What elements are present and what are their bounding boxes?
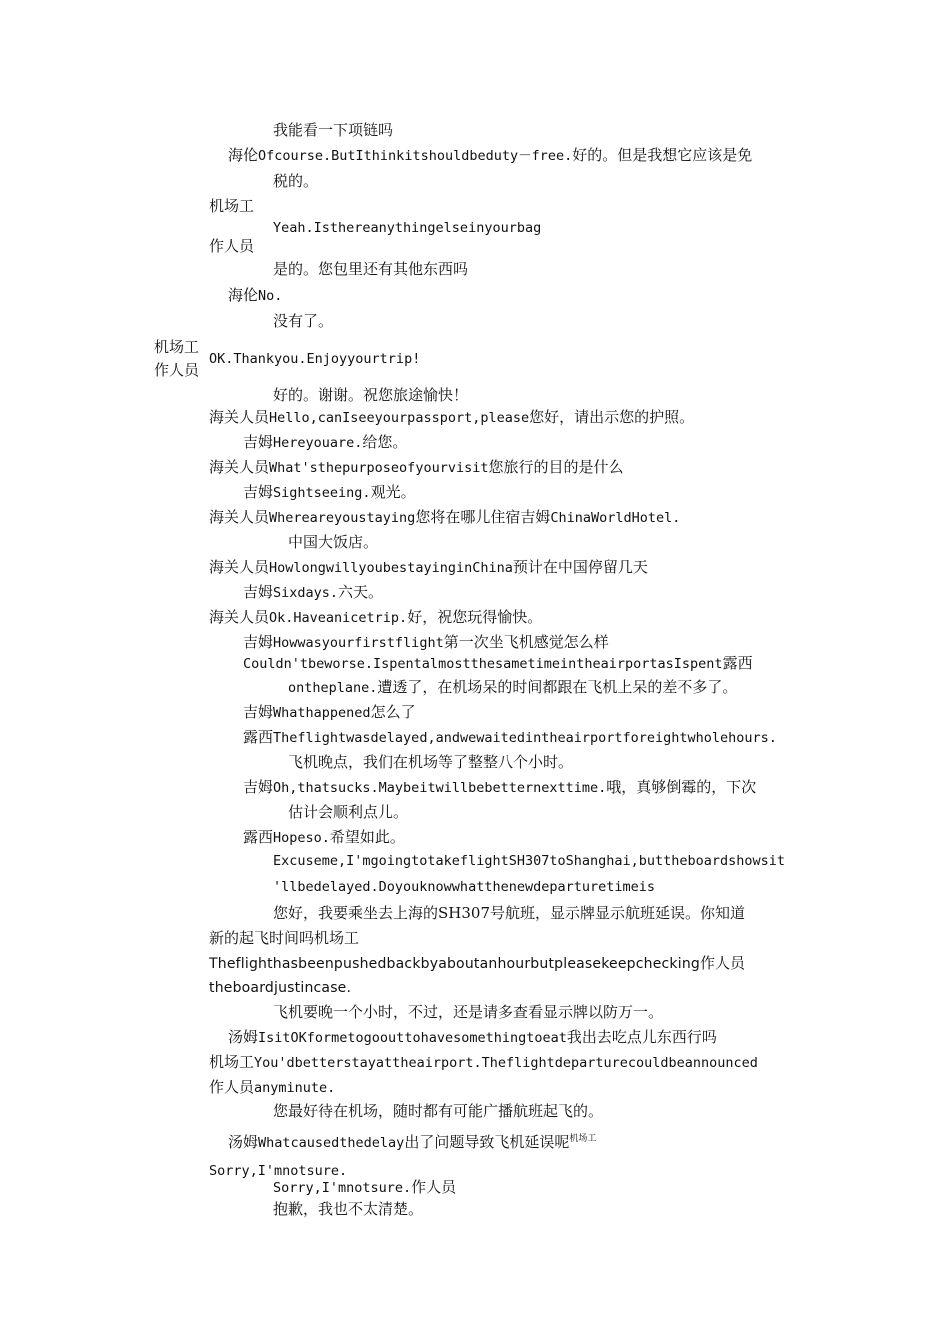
speaker: 汤姆: [228, 1133, 259, 1151]
dialogue-line: 估计会顺利点儿。: [288, 803, 409, 821]
dialogue-line: 机场工You'dbetterstayattheairport.Theflightdeparturecouldbeannounced: [209, 1053, 758, 1071]
dialogue-line: 没有了。: [273, 312, 334, 330]
speaker: 吉姆: [243, 703, 274, 721]
speaker: 作人员: [209, 1078, 255, 1096]
dialogue-line: 海关人员Hello,canIseeyourpassport,please您好，请出示您的护照。: [209, 408, 695, 426]
dialogue-line: 海关人员HowlongwillyoubestayinginChina预计在中国停留几天: [209, 558, 648, 576]
speaker: 海伦: [228, 286, 259, 304]
dialogue-line: Sorry,I'mnotsure.: [209, 1163, 348, 1179]
dialogue-line: 海伦No.: [228, 286, 283, 304]
dialogue-line: ontheplane.遭透了，在机场呆的时间都跟在飞机上呆的差不多了。: [288, 678, 738, 696]
dialogue-line: Yeah.Isthereanythingelseinyourbag: [273, 220, 542, 236]
dialogue-line: 海伦Ofcourse.ButIthinkitshouldbeduty－free.好的。但是我想它应该是免: [228, 146, 753, 164]
speaker: 露西: [243, 728, 274, 746]
speaker: 作人员: [411, 1178, 457, 1196]
speaker: 汤姆: [228, 1028, 259, 1046]
dialogue-line: 吉姆Sixdays.六天。: [243, 583, 384, 601]
speaker: 海关人员: [209, 458, 270, 476]
dialogue-line: Couldn'tbeworse.IspentalmostthesametimeintheairportasIspent露西: [243, 654, 753, 672]
dialogue-line: 汤姆Whatcausedthedelay出了问题导致飞机延误呢$^{机场工}$: [228, 1133, 597, 1151]
dialogue-line: Theflighthasbeenpushedbackbyaboutanhourbutpleasekeepchecking作人员: [209, 954, 746, 972]
dialogue-line: 吉姆Hereyouare.给您。: [243, 433, 408, 451]
speaker: 海伦: [228, 146, 259, 164]
speaker: 吉姆: [243, 778, 274, 796]
speaker: 吉姆: [243, 483, 274, 501]
dialogue-line: 海关人员Whereareyoustaying您将在哪儿住宿吉姆ChinaWorldHotel.: [209, 508, 681, 526]
speaker: 海关人员: [209, 408, 270, 426]
dialogue-line: 飞机晚点，我们在机场等了整整八个小时。: [288, 753, 574, 771]
speaker: 吉姆: [243, 433, 274, 451]
dialogue-line: Excuseme,I'mgoingtotakeflightSH307toShanghai,buttheboardshowsit: [273, 853, 786, 869]
dialogue-line: 抱歉，我也不太清楚。: [273, 1200, 424, 1218]
speaker: 露西: [722, 654, 753, 672]
dialogue-line: 我能看一下项链吗: [273, 121, 394, 139]
speaker: 机场工: [209, 197, 255, 215]
dialogue-line: 海关人员What'sthepurposeofyourvisit您旅行的目的是什么: [209, 458, 624, 476]
dialogue-line: 好的。谢谢。祝您旅途愉快！: [273, 386, 469, 404]
dialogue-line: 吉姆Sightseeing.观光。: [243, 483, 416, 501]
dialogue-line: 中国大饭店。: [288, 533, 379, 551]
dialogue-line: 吉姆Oh,thatsucks.Maybeitwillbebetternexttime.哦，真够倒霉的，下次: [243, 778, 757, 796]
dialogue-line: 税的。: [273, 172, 319, 190]
dialogue-line: 是的。您包里还有其他东西吗: [273, 260, 469, 278]
speaker: 机场工: [209, 1053, 255, 1071]
dialogue-line: 吉姆Howwasyourfirstflight第一次坐飞机感觉怎么样: [243, 633, 609, 651]
speaker: 机场工: [154, 338, 200, 356]
speaker: 作人员: [700, 954, 746, 972]
dialogue-line: [154, 360, 199, 380]
dialogue-line: 露西Hopeso.希望如此。: [243, 828, 405, 846]
dialogue-line: OK.Thankyou.Enjoyyourtrip!: [209, 351, 421, 367]
speaker: 露西: [243, 828, 274, 846]
speaker: 海关人员: [209, 608, 270, 626]
dialogue-line: 新的起飞时间吗机场工: [209, 929, 360, 947]
speaker: 作人员: [154, 361, 200, 379]
speaker: 作人员: [209, 237, 255, 255]
dialogue-line: 海关人员Ok.Haveanicetrip.好，祝您玩得愉快。: [209, 608, 543, 626]
dialogue-line: 作人员anyminute.: [209, 1078, 336, 1096]
dialogue-line: 'llbedelayed.Doyouknowwhatthenewdeparturetimeis: [273, 879, 656, 895]
dialogue-line: 吉姆Whathappened怎么了: [243, 703, 416, 721]
dialogue-line: 汤姆IsitOKformetogoouttohavesomethingtoeat我出去吃点儿东西行吗: [228, 1028, 717, 1046]
dialogue-line: Sorry,I'mnotsure.作人员: [273, 1178, 457, 1196]
dialogue-line: 露西Theflightwasdelayed,andwewaitedintheairportforeightwholehours.: [243, 728, 777, 746]
dialogue-line: theboardjustincase.: [209, 980, 352, 996]
dialogue-line: 飞机要晚一个小时，不过，还是请多查看显示牌以防万一。: [273, 1003, 664, 1021]
speaker: 吉姆: [520, 508, 551, 526]
dialogue-line: 您好，我要乘坐去上海的SH307号航班，显示牌显示航班延误。你知道: [273, 904, 745, 922]
speaker: 吉姆: [243, 633, 274, 651]
dialogue-line: 您最好待在机场，随时都有可能广播航班起飞的。: [273, 1102, 604, 1120]
speaker: 海关人员: [209, 558, 270, 576]
speaker: 海关人员: [209, 508, 270, 526]
speaker: 吉姆: [243, 583, 274, 601]
